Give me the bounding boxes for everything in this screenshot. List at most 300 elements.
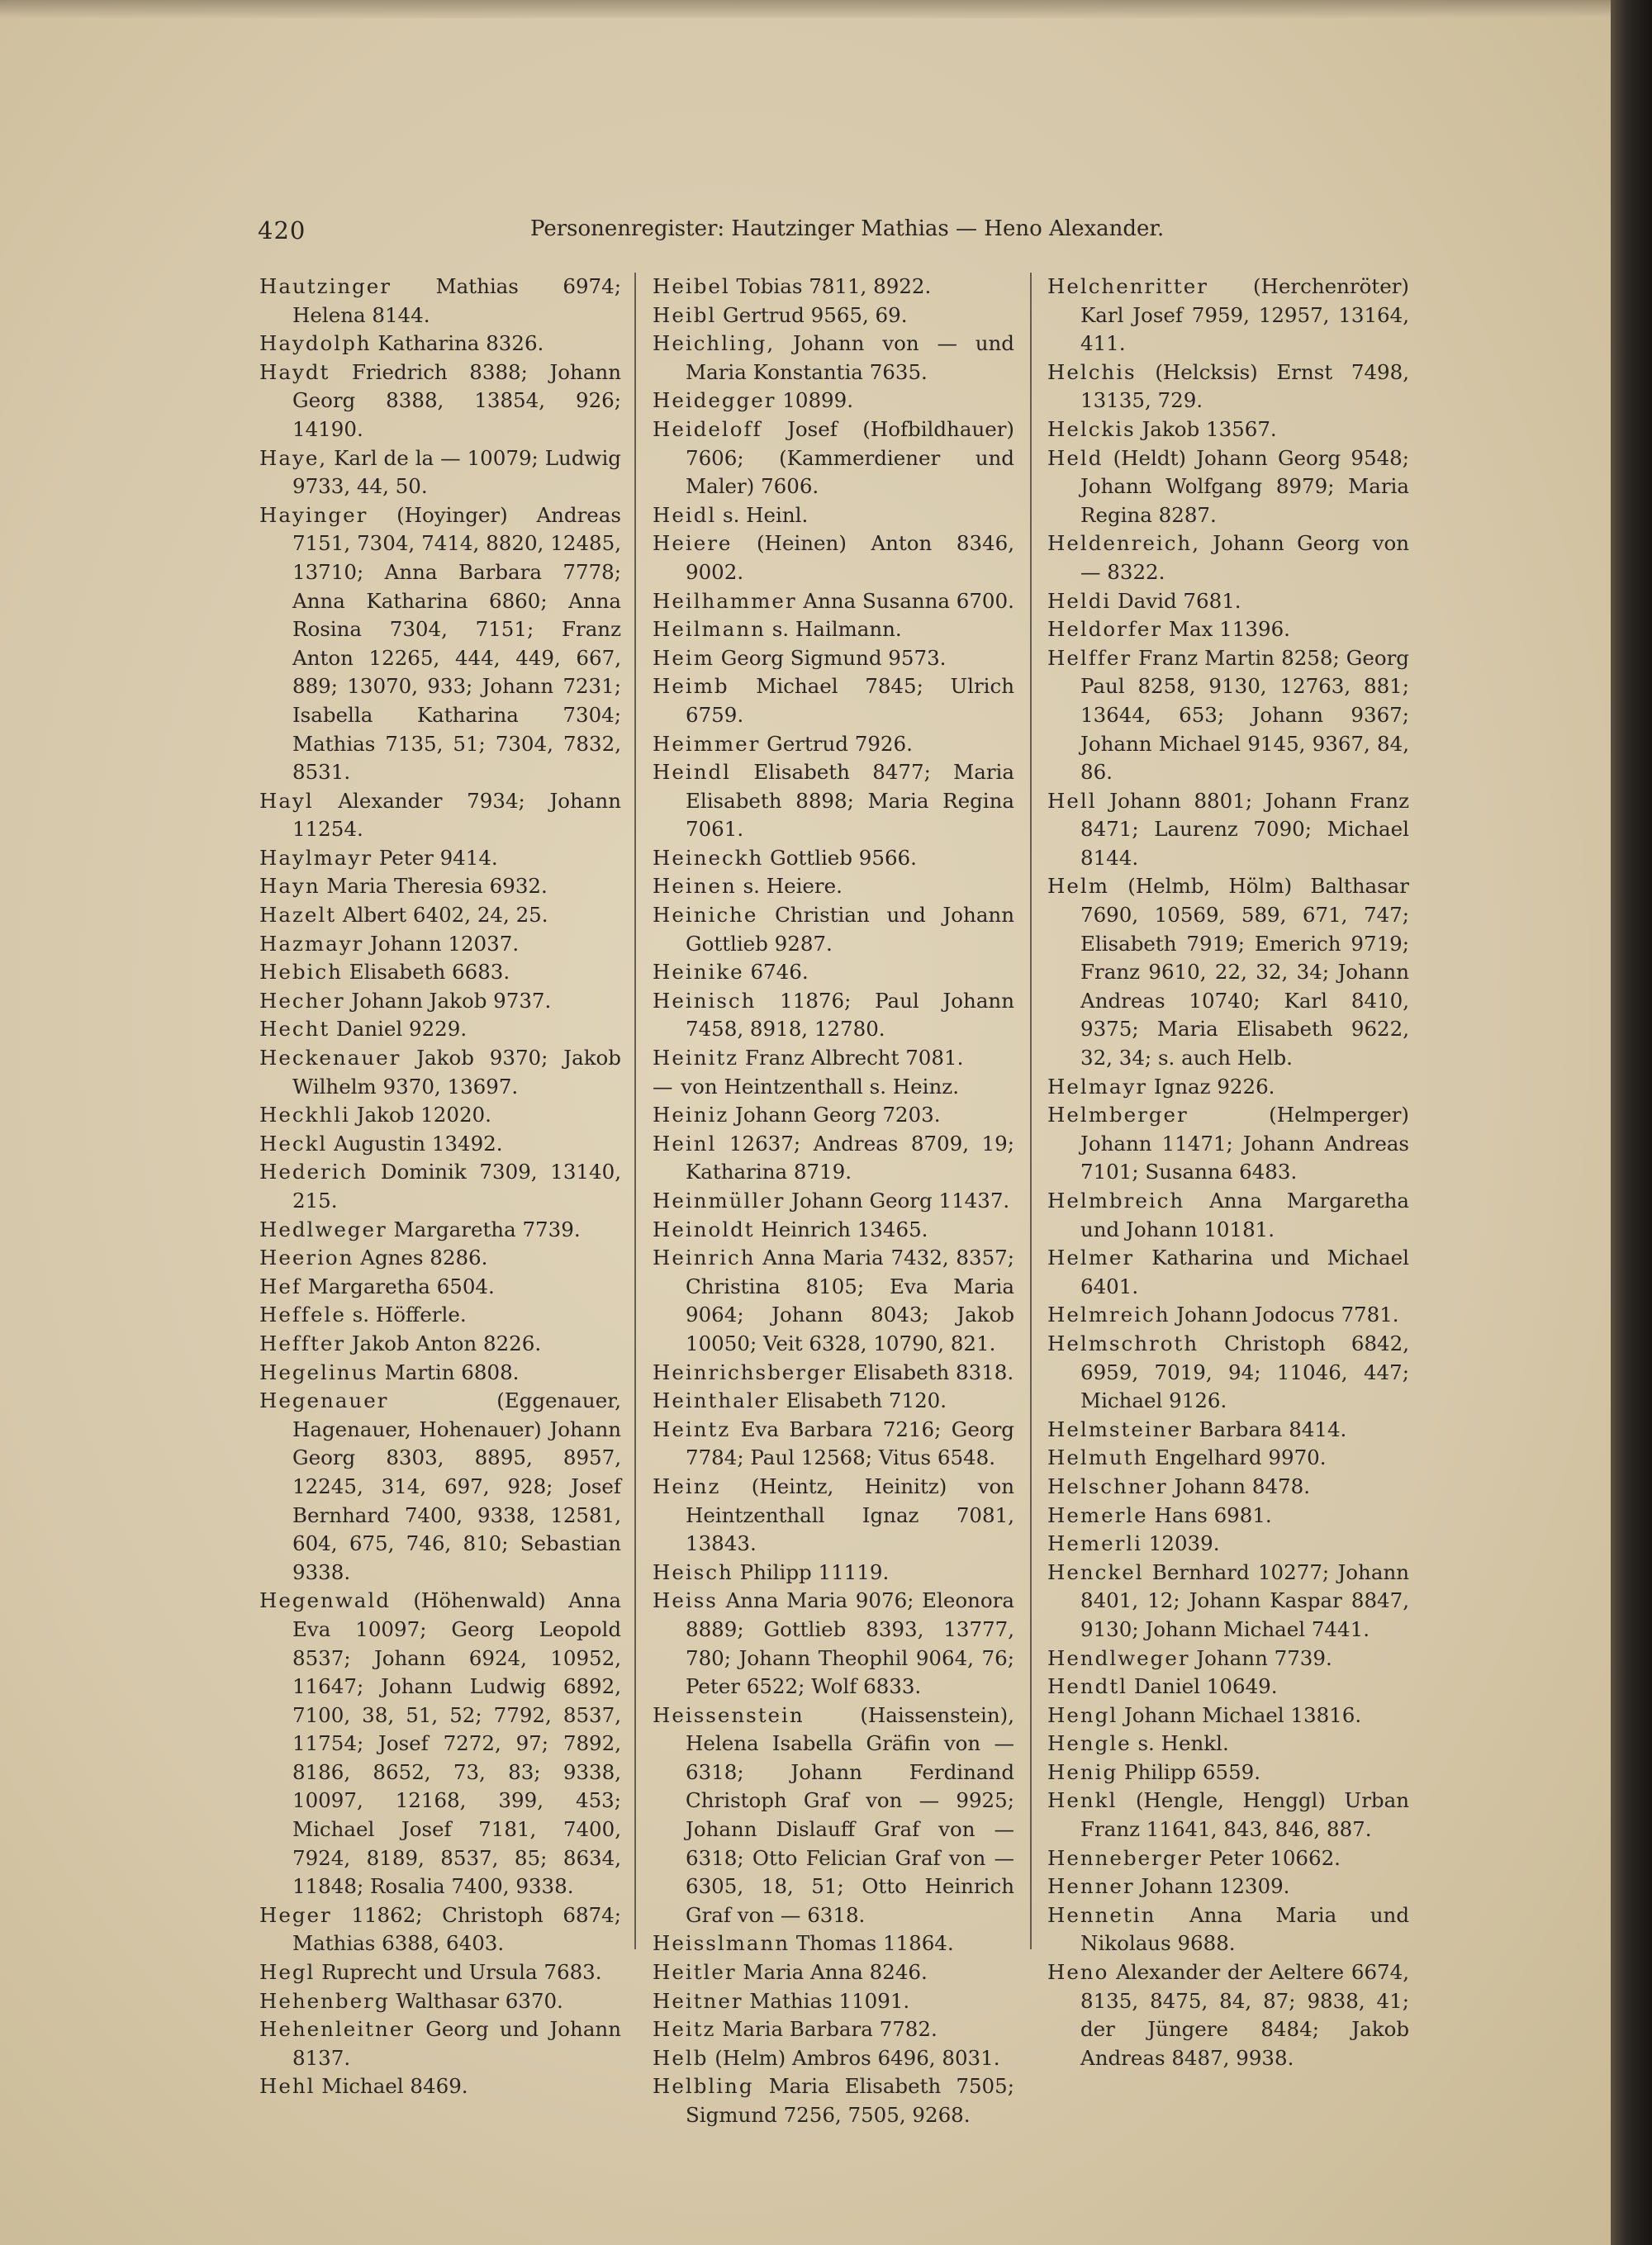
index-entry xyxy=(653,387,1014,415)
index-entry xyxy=(653,587,1014,616)
index-entry xyxy=(653,901,1014,958)
entry-surname: Helbling xyxy=(653,2074,754,2099)
page-top-edge xyxy=(0,0,1611,18)
entry-references: Franz Albrecht 7081. xyxy=(744,1046,964,1070)
index-entry xyxy=(1047,1187,1409,1244)
entry-references: Peter 9414. xyxy=(378,845,498,870)
index-entry xyxy=(1047,615,1409,644)
index-entry xyxy=(1047,644,1409,787)
entry-surname: Henig xyxy=(1047,1759,1118,1784)
entry-surname: Helmschroth xyxy=(1047,1331,1199,1355)
entry-references: (Heinen) Anton 8346, 9002. xyxy=(686,531,1014,584)
entry-surname: Hennetin xyxy=(1047,1902,1156,1927)
index-entry xyxy=(259,1015,621,1044)
entry-surname: Haylmayr xyxy=(259,845,373,870)
entry-surname: Hengle xyxy=(1047,1731,1132,1756)
column-rule xyxy=(1030,273,1032,1949)
index-entry xyxy=(259,444,621,501)
index-entry xyxy=(653,1044,1014,1073)
entry-surname: Heiere xyxy=(653,531,733,556)
entry-references: Max 11396. xyxy=(1168,617,1290,642)
index-entry xyxy=(259,2015,621,2072)
index-entry xyxy=(1047,1559,1409,1645)
index-entry xyxy=(653,1987,1014,2016)
index-entry xyxy=(1047,1901,1409,1958)
entry-references: Daniel 9229. xyxy=(336,1017,468,1042)
index-column-1 xyxy=(259,273,621,2101)
index-entry xyxy=(653,1073,1014,1102)
index-entry xyxy=(259,501,621,787)
entry-surname: Heinisch xyxy=(653,988,757,1013)
entry-surname: Hegenwald xyxy=(259,1588,391,1613)
entry-references: Johann von — und Maria Konstantia 7635. xyxy=(686,331,1014,384)
index-entry xyxy=(259,844,621,873)
index-entry xyxy=(1047,1416,1409,1445)
index-entry xyxy=(259,1330,621,1359)
entry-references: Johann Georg 11437. xyxy=(791,1189,1010,1213)
index-entry xyxy=(653,2015,1014,2044)
column-rule xyxy=(634,273,636,1949)
index-entry xyxy=(1047,1730,1409,1759)
entry-references: Gertrud 7926. xyxy=(767,731,913,756)
index-entry xyxy=(1047,1101,1409,1187)
entry-surname: Helmayr xyxy=(1047,1074,1148,1099)
entry-references: Martin 6808. xyxy=(384,1360,520,1384)
entry-references: s. Heinl. xyxy=(723,502,809,527)
entry-references: Josef (Hofbildhauer) 7606; (Kammerdiener und Maler) 7606. xyxy=(686,416,1014,499)
entry-references: Daniel 10649. xyxy=(1133,1674,1278,1699)
index-entry xyxy=(653,2044,1014,2073)
index-entry xyxy=(259,787,621,844)
entry-references: Karl de la — 10079; Ludwig 9733, 44, 50. xyxy=(292,445,621,499)
index-entry xyxy=(653,1244,1014,1358)
entry-surname: Hederich xyxy=(259,1160,368,1184)
index-entry xyxy=(1047,1073,1409,1102)
entry-references: Johann 7739. xyxy=(1196,1645,1332,1670)
entry-references: Johann Michael 13816. xyxy=(1123,1702,1362,1727)
entry-surname: Heidl xyxy=(653,502,717,527)
entry-references: Elisabeth 8318. xyxy=(852,1360,1014,1384)
entry-surname: Heffter xyxy=(259,1331,346,1355)
index-entry xyxy=(653,501,1014,530)
index-entry xyxy=(1047,1673,1409,1702)
entry-references: (Heldt) Johann Georg 9548; Johann Wolfgang 8979; Maria Regina 8287. xyxy=(1080,445,1409,527)
entry-surname: Heibel xyxy=(653,274,730,298)
entry-surname: Heno xyxy=(1047,1960,1109,1985)
entry-surname: Heiniz xyxy=(653,1103,729,1127)
index-entry xyxy=(259,330,621,358)
entry-references: Barbara 8414. xyxy=(1199,1417,1347,1441)
entry-surname: Heideloff xyxy=(653,416,762,441)
entry-references: 12637; Andreas 8709, 19; Katharina 8719. xyxy=(686,1131,1014,1184)
entry-surname: Henckel xyxy=(1047,1559,1144,1584)
index-entry xyxy=(653,1587,1014,1701)
entry-references: (Heintz, Heinitz) von Heintzenthall Ignaz 7081, 13843. xyxy=(686,1474,1014,1556)
index-entry xyxy=(653,1559,1014,1588)
entry-references: s. Henkl. xyxy=(1137,1731,1229,1756)
entry-references: Hans 6981. xyxy=(1154,1502,1272,1527)
index-entry xyxy=(1047,444,1409,530)
entry-references: Michael 8469. xyxy=(321,2074,468,2099)
entry-references: Alexander der Aeltere 6674, 8135, 8475, 84, 87; 9838, 41; der Jüngere 8484; Jakob Andreas 8487, 9938. xyxy=(1080,1960,1409,2070)
index-entry xyxy=(653,987,1014,1044)
entry-references: Johann Jakob 9737. xyxy=(351,988,552,1013)
entry-references: Jakob 9370; Jakob Wilhelm 9370, 13697. xyxy=(292,1046,621,1099)
index-entry xyxy=(653,415,1014,501)
index-entry xyxy=(259,1101,621,1130)
entry-surname: Heitner xyxy=(653,1988,743,2013)
index-entry xyxy=(653,1416,1014,1473)
entry-surname: Heimb xyxy=(653,674,729,699)
index-entry xyxy=(259,1244,621,1273)
entry-references: Philipp 11119. xyxy=(739,1559,890,1584)
entry-surname: Hayinger xyxy=(259,502,368,527)
entry-surname: Heldi xyxy=(1047,588,1112,613)
entry-surname: Hazmayr xyxy=(259,931,364,956)
entry-surname: — xyxy=(653,1074,675,1099)
index-entry xyxy=(1047,587,1409,616)
entry-references: (Helcksis) Ernst 7498, 13135, 729. xyxy=(1080,359,1410,413)
entry-surname: Helmbreich xyxy=(1047,1189,1185,1213)
index-entry xyxy=(259,1359,621,1388)
index-entry xyxy=(259,930,621,959)
entry-surname: Heitz xyxy=(653,2017,716,2042)
index-entry xyxy=(259,1301,621,1330)
entry-references: Katharina 8326. xyxy=(377,331,544,356)
index-entry xyxy=(259,2072,621,2101)
entry-surname: Heerion xyxy=(259,1246,354,1270)
entry-references: Jakob Anton 8226. xyxy=(351,1331,542,1355)
entry-surname: Heiniche xyxy=(653,903,758,928)
entry-surname: Helchis xyxy=(1047,359,1137,384)
entry-surname: Heckl xyxy=(259,1131,328,1156)
entry-surname: Heinen xyxy=(653,874,737,899)
entry-references: Ruprecht und Ursula 7683. xyxy=(321,1960,602,1985)
entry-surname: Heinthaler xyxy=(653,1388,780,1413)
entry-references: Maria Barbara 7782. xyxy=(722,2017,938,2042)
entry-references: (Höhenwald) Anna Eva 10097; Georg Leopold 8537; Johann 6924, 10952, 11647; Johann Ludwig 6892, 7100, 38, 51, 52; 7792, 8537, 11754; Josef 7272, 97; 7892, 8186, 8652, 73, 83; 9338, 10097, 12168, 399, 453; Michael Josef 7181, 7400, 7924, 8189, 8537, 85; 8634, 11848; Rosalia 7400, 9338. xyxy=(292,1588,621,1899)
index-entry xyxy=(259,1273,621,1302)
entry-references: (Haissenstein), Helena Isabella Gräfin von — 6318; Johann Ferdinand Christoph Graf von — 9925; Johann Dislauff Graf von — 6318; Otto Felician Graf von — 6305, 18, 51; Otto Heinrich Graf von — 6318. xyxy=(686,1702,1014,1927)
entry-surname: Hegl xyxy=(259,1960,316,1985)
entry-surname: Heidegger xyxy=(653,388,776,413)
index-entry xyxy=(1047,1330,1409,1416)
entry-surname: Heintz xyxy=(653,1417,731,1441)
entry-references: (Helm) Ambros 6496, 8031. xyxy=(714,2045,1000,2070)
entry-references: Anna Maria 7432, 8357; Christina 8105; Eva Maria 9064; Johann 8043; Jakob 10050; Veit 6328, 10790, 821. xyxy=(686,1246,1015,1355)
entry-references: Maria Elisabeth 7505; Sigmund 7256, 7505, 9268. xyxy=(686,2074,1014,2127)
index-entry xyxy=(653,872,1014,901)
index-entry xyxy=(1047,1473,1409,1502)
index-entry xyxy=(259,1130,621,1159)
entry-references: Franz Martin 8258; Georg Paul 8258, 9130, 12763, 881; 13644, 653; Johann 9367; Johann Michael 9145, 9367, 84, 86. xyxy=(1080,645,1409,785)
entry-surname: Henneberger xyxy=(1047,1845,1203,1870)
entry-references: Christian und Johann Gottlieb 9287. xyxy=(686,903,1014,956)
index-entry xyxy=(653,1187,1014,1216)
index-entry xyxy=(259,1987,621,2016)
entry-surname: Heinmüller xyxy=(653,1189,786,1213)
index-entry xyxy=(653,730,1014,759)
entry-references: Walthasar 6370. xyxy=(396,1988,563,2013)
index-entry xyxy=(1047,1958,1409,2072)
entry-references: Elisabeth 6683. xyxy=(349,960,510,985)
entry-surname: Hayn xyxy=(259,874,320,899)
entry-surname: Heinz xyxy=(653,1474,721,1498)
book-spine-edge xyxy=(1611,0,1652,2245)
index-entry xyxy=(653,644,1014,673)
entry-surname: Hedlweger xyxy=(259,1217,387,1241)
entry-surname: Hegelinus xyxy=(259,1360,378,1384)
entry-references: Eva Barbara 7216; Georg 7784; Paul 12568; Vitus 6548. xyxy=(686,1417,1014,1470)
entry-surname: Helckis xyxy=(1047,416,1136,441)
entry-references: Margaretha 6504. xyxy=(307,1274,495,1298)
entry-surname: Hehl xyxy=(259,2074,316,2099)
entry-references: Augustin 13492. xyxy=(334,1131,503,1156)
entry-surname: Heisslmann xyxy=(653,1931,790,1956)
index-entry xyxy=(1047,273,1409,358)
entry-surname: Heichling, xyxy=(653,331,776,356)
entry-references: Anna Susanna 6700. xyxy=(803,588,1014,613)
entry-surname: Henner xyxy=(1047,1874,1135,1899)
index-entry xyxy=(653,301,1014,330)
entry-surname: Heitler xyxy=(653,1960,737,1985)
entry-surname: Hautzinger xyxy=(259,274,392,298)
index-entry xyxy=(653,1387,1014,1416)
entry-surname: Hef xyxy=(259,1274,301,1298)
entry-references: Engelhard 9970. xyxy=(1155,1445,1327,1470)
index-entry xyxy=(653,273,1014,301)
entry-surname: Hengl xyxy=(1047,1702,1118,1727)
entry-surname: Helchenritter xyxy=(1047,274,1208,298)
entry-surname: Helb xyxy=(653,2045,709,2070)
index-column-3 xyxy=(1047,273,1409,2072)
entry-surname: Helmberger xyxy=(1047,1103,1189,1127)
index-entry xyxy=(653,529,1014,586)
index-entry xyxy=(653,1473,1014,1559)
entry-surname: Hemerle xyxy=(1047,1502,1148,1527)
index-entry xyxy=(1047,1301,1409,1330)
entry-references: Mathias 11091. xyxy=(749,1988,910,2013)
index-entry xyxy=(259,1901,621,1958)
page-header xyxy=(258,216,1165,246)
index-entry xyxy=(259,987,621,1016)
entry-references: Maria Theresia 6932. xyxy=(326,874,548,899)
entry-references: Philipp 6559. xyxy=(1123,1759,1261,1784)
entry-references: Johann 8478. xyxy=(1174,1474,1311,1498)
index-entry xyxy=(653,2072,1014,2129)
entry-references: Dominik 7309, 13140, 215. xyxy=(292,1160,621,1213)
entry-references: Gertrud 9565, 69. xyxy=(723,302,908,327)
index-entry xyxy=(259,358,621,444)
entry-references: 10899. xyxy=(782,388,853,413)
index-entry xyxy=(1047,1844,1409,1873)
index-entry xyxy=(1047,1702,1409,1730)
entry-references: Tobias 7811, 8922. xyxy=(736,274,932,298)
entry-surname: Heinrich xyxy=(653,1246,756,1270)
entry-surname: Hendtl xyxy=(1047,1674,1128,1699)
entry-references: Georg und Johann 8137. xyxy=(292,2017,621,2070)
entry-references: Anna Maria und Nikolaus 9688. xyxy=(1080,1902,1409,1956)
index-entry xyxy=(1047,529,1409,586)
entry-references: (Helmperger) Johann 11471; Johann Andreas 7101; Susanna 6483. xyxy=(1080,1103,1409,1184)
index-entry xyxy=(259,901,621,930)
entry-references: Anna Margaretha und Johann 10181. xyxy=(1080,1189,1409,1241)
index-entry xyxy=(653,758,1014,844)
entry-surname: Hehenleitner xyxy=(259,2017,415,2042)
entry-references: Elisabeth 8477; Maria Elisabeth 8898; Maria Regina 7061. xyxy=(686,760,1014,842)
index-entry xyxy=(259,1044,621,1101)
entry-references: Maria Anna 8246. xyxy=(743,1960,928,1985)
entry-references: Alexander 7934; Johann 11254. xyxy=(292,788,621,842)
entry-surname: Helmreich xyxy=(1047,1303,1170,1327)
entry-surname: Heiss xyxy=(653,1588,718,1613)
entry-surname: Haydt xyxy=(259,359,330,384)
index-entry xyxy=(1047,1645,1409,1673)
entry-surname: Henkl xyxy=(1047,1788,1118,1813)
index-entry xyxy=(1047,415,1409,444)
entry-references: von Heintzenthall s. Heinz. xyxy=(681,1074,959,1099)
entry-references: David 7681. xyxy=(1118,588,1241,613)
entry-surname: Helmer xyxy=(1047,1246,1135,1270)
entry-references: Christoph 6842, 6959, 7019, 94; 11046, 447; Michael 9126. xyxy=(1080,1331,1409,1413)
entry-references: (Eggenauer, Hagenauer, Hohenauer) Johann Georg 8303, 8895, 8957, 12245, 314, 697, 928; Josef Bernhard 7400, 9338, 12581, 604, 675, 746, 810; Sebastian 9338. xyxy=(292,1388,621,1584)
index-entry xyxy=(1047,1787,1409,1844)
entry-references: Johann Georg 7203. xyxy=(735,1103,941,1127)
entry-surname: Helmsteiner xyxy=(1047,1417,1193,1441)
entry-references: Elisabeth 7120. xyxy=(786,1388,947,1413)
entry-surname: Heineckh xyxy=(653,845,764,870)
entry-surname: Heckhli xyxy=(259,1103,350,1127)
entry-surname: Helmuth xyxy=(1047,1445,1149,1470)
index-entry xyxy=(653,1359,1014,1388)
entry-references: Katharina und Michael 6401. xyxy=(1080,1246,1409,1298)
index-entry xyxy=(1047,1759,1409,1787)
index-entry xyxy=(259,872,621,901)
index-entry xyxy=(1047,787,1409,873)
entry-references: 12039. xyxy=(1148,1531,1220,1556)
entry-references: Margaretha 7739. xyxy=(393,1217,581,1241)
entry-references: Johann Jodocus 7781. xyxy=(1176,1303,1399,1327)
entry-references: Johann Georg von — 8322. xyxy=(1080,531,1409,584)
index-entry xyxy=(653,1130,1014,1187)
entry-references: Heinrich 13465. xyxy=(761,1217,928,1241)
entry-references: s. Höfferle. xyxy=(352,1303,467,1327)
entry-surname: Heldenreich, xyxy=(1047,531,1200,556)
index-entry xyxy=(653,615,1014,644)
entry-surname: Heinitz xyxy=(653,1046,739,1070)
index-entry xyxy=(653,1101,1014,1130)
entry-surname: Hell xyxy=(1047,788,1097,813)
entry-surname: Heissenstein xyxy=(653,1702,805,1727)
entry-references: (Helmb, Hölm) Balthasar 7690, 10569, 589, 671, 747; Elisabeth 7919; Emerich 9719; Franz 9610, 22, 32, 34; Johann Andreas 10740; Karl 8410, 9375; Maria Elisabeth 9622, 32, 34; s. auch Helb. xyxy=(1080,874,1409,1070)
index-entry xyxy=(259,1158,621,1215)
index-entry xyxy=(1047,358,1409,415)
index-entry xyxy=(653,958,1014,987)
entry-surname: Heim xyxy=(653,645,714,670)
index-entry xyxy=(259,1958,621,1987)
entry-surname: Heckenauer xyxy=(259,1046,401,1070)
index-entry xyxy=(1047,872,1409,1072)
entry-references: 11876; Paul Johann 7458, 8918, 12780. xyxy=(686,988,1014,1042)
index-entry xyxy=(1047,1530,1409,1559)
entry-surname: Heldorfer xyxy=(1047,617,1163,642)
entry-references: (Hoyinger) Andreas 7151, 7304, 7414, 8820, 12485, 13710; Anna Barbara 7778; Anna Katharina 6860; Anna Rosina 7304, 7151; Franz Anton 12265, 444, 449, 667, 889; 13070, 933; Johann 7231; Isabella Katharina 7304; Mathias 7135, 51; 7304, 7832, 8531. xyxy=(292,502,621,785)
entry-surname: Heilmann xyxy=(653,617,766,642)
entry-surname: Hecher xyxy=(259,988,345,1013)
entry-surname: Hebich xyxy=(259,960,343,985)
entry-references: Johann 12309. xyxy=(1141,1874,1290,1899)
index-entry xyxy=(653,844,1014,873)
index-entry xyxy=(259,958,621,987)
entry-references: Georg Sigmund 9573. xyxy=(720,645,947,670)
entry-references: Albert 6402, 24, 25. xyxy=(342,903,548,928)
entry-surname: Haye, xyxy=(259,445,328,470)
entry-references: Michael 7845; Ulrich 6759. xyxy=(686,674,1014,727)
entry-surname: Heinike xyxy=(653,960,744,985)
index-entry xyxy=(259,1387,621,1587)
entry-references: Jakob 12020. xyxy=(356,1103,491,1127)
running-head: Personenregister: Hautzinger Mathias — Heno Alexander. xyxy=(530,216,1165,241)
entry-references: Friedrich 8388; Johann Georg 8388, 13854, 926; 14190. xyxy=(292,359,621,441)
entry-surname: Helffer xyxy=(1047,645,1132,670)
entry-surname: Heisch xyxy=(653,1559,733,1584)
entry-references: Johann 8801; Johann Franz 8471; Laurenz 7090; Michael 8144. xyxy=(1080,788,1409,870)
entry-references: Johann 12037. xyxy=(370,931,520,956)
index-column-2 xyxy=(653,273,1014,2130)
entry-surname: Heinl xyxy=(653,1131,717,1156)
entry-surname: Hehenberg xyxy=(259,1988,390,2013)
entry-references: Peter 10662. xyxy=(1208,1845,1341,1870)
index-entry xyxy=(653,1929,1014,1958)
entry-surname: Hecht xyxy=(259,1017,330,1042)
entry-surname: Heinoldt xyxy=(653,1217,755,1241)
entry-surname: Hegenauer xyxy=(259,1388,389,1413)
entry-surname: Hemerli xyxy=(1047,1531,1142,1556)
index-entry xyxy=(1047,1502,1409,1531)
entry-references: (Herchenröter) Karl Josef 7959, 12957, 13164, 411. xyxy=(1080,274,1409,356)
index-entry xyxy=(653,330,1014,387)
entry-surname: Heger xyxy=(259,1902,332,1927)
entry-references: (Hengle, Henggl) Urban Franz 11641, 843, 846, 887. xyxy=(1080,1788,1409,1842)
index-entry xyxy=(1047,1872,1409,1901)
index-entry xyxy=(653,672,1014,729)
entry-surname: Haydolph xyxy=(259,331,372,356)
entry-references: Jakob 13567. xyxy=(1142,416,1277,441)
entry-references: s. Heiere. xyxy=(743,874,843,899)
entry-surname: Helm xyxy=(1047,874,1109,899)
entry-references: Mathias 6974; Helena 8144. xyxy=(292,274,621,327)
index-entry xyxy=(653,1216,1014,1245)
index-entry xyxy=(1047,1444,1409,1473)
entry-references: Bernhard 10277; Johann 8401, 12; Johann Kaspar 8847, 9130; Johann Michael 7441. xyxy=(1080,1559,1409,1641)
entry-references: s. Hailmann. xyxy=(771,617,902,642)
entry-references: Ignaz 9226. xyxy=(1153,1074,1275,1099)
entry-surname: Helschner xyxy=(1047,1474,1168,1498)
entry-references: 6746. xyxy=(750,960,809,985)
entry-surname: Heibl xyxy=(653,302,717,327)
entry-surname: Heilhammer xyxy=(653,588,797,613)
index-entry xyxy=(259,1587,621,1901)
index-entry xyxy=(653,1702,1014,1930)
entry-surname: Hayl xyxy=(259,788,314,813)
index-entry xyxy=(1047,1244,1409,1301)
entry-references: Agnes 8286. xyxy=(360,1246,488,1270)
entry-surname: Heffele xyxy=(259,1303,346,1327)
entry-references: Anna Maria 9076; Eleonora 8889; Gottlieb 8393, 13777, 780; Johann Theophil 9064, 76; Peter 6522; Wolf 6833. xyxy=(686,1588,1014,1699)
entry-surname: Heindl xyxy=(653,760,731,785)
entry-references: 11862; Christoph 6874; Mathias 6388, 6403. xyxy=(292,1902,621,1956)
entry-surname: Hazelt xyxy=(259,903,337,928)
